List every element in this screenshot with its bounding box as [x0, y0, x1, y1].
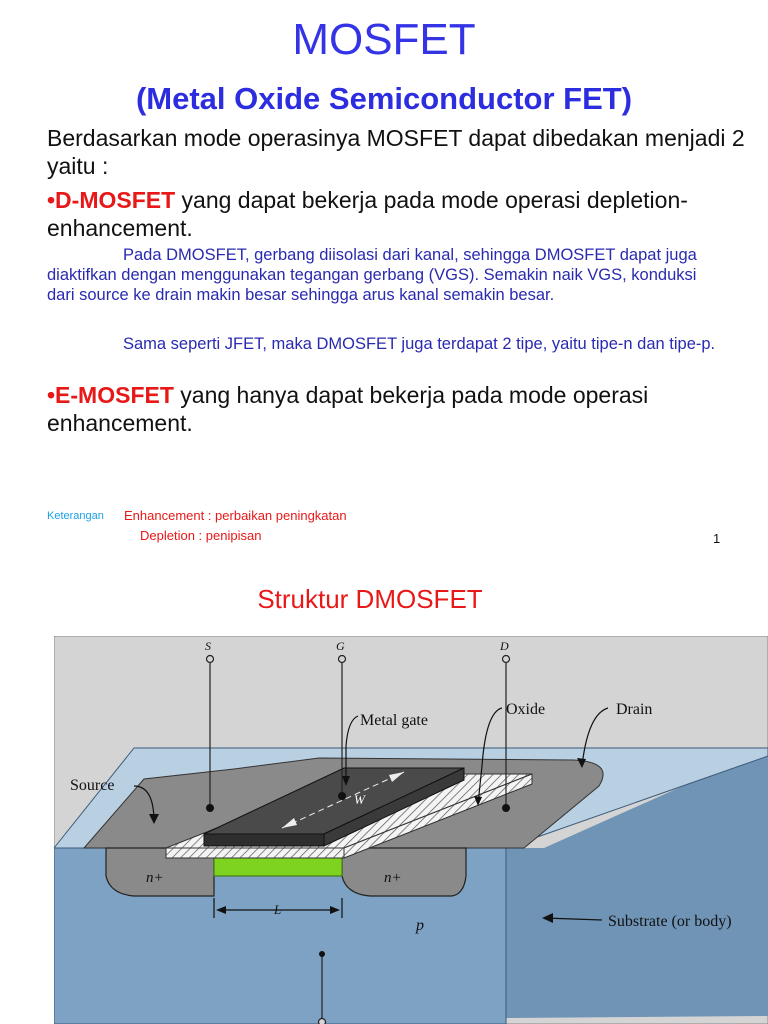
dmosfet-paragraph-1 — [47, 245, 727, 305]
intro-text: Berdasarkan mode operasinya MOSFET dapat dibedakan menjadi 2 yaitu : — [47, 125, 745, 179]
channel-region — [214, 858, 342, 876]
source-terminal-label: S — [205, 639, 211, 653]
source-contact — [206, 804, 214, 812]
gate-terminal-label: G — [336, 639, 345, 653]
body-terminal — [319, 1019, 326, 1024]
page-number: 1 — [713, 531, 721, 546]
gate-contact — [338, 792, 346, 800]
drain-label: Drain — [616, 701, 653, 718]
keterangan-enhancement: Enhancement : perbaikan peningkatan — [124, 508, 347, 523]
keterangan-depletion: Depletion : penipisan — [140, 528, 262, 543]
p-substrate-label: p — [416, 917, 424, 934]
source-label: Source — [70, 777, 115, 794]
page-title: MOSFET — [292, 15, 476, 64]
n-plus-right-label: n+ — [384, 870, 402, 886]
dmosfet-paragraph-2-text: Sama seperti JFET, maka DMOSFET juga terdapat 2 tipe, yaitu tipe-n dan tipe-p. — [123, 335, 716, 353]
dmosfet-bullet — [47, 186, 747, 242]
emosfet-term: •E-MOSFET — [47, 382, 174, 408]
n-plus-drain-region — [342, 848, 466, 896]
n-plus-left-label: n+ — [146, 870, 164, 886]
dmosfet-paragraph-2 — [47, 334, 727, 354]
drain-contact — [502, 804, 510, 812]
emosfet-desc: yang hanya dapat bekerja pada mode operasi enhancement. — [47, 382, 649, 436]
emosfet-bullet — [47, 381, 747, 437]
length-label: L — [274, 902, 282, 917]
dmosfet-term: •D-MOSFET — [47, 187, 176, 213]
drain-terminal-label: D — [500, 639, 509, 653]
dmosfet-desc: yang dapat bekerja pada mode operasi depletion-enhancement. — [47, 187, 688, 241]
dmosfet-paragraph-1-text: Pada DMOSFET, gerbang diisolasi dari kanal, sehingga DMOSFET dapat juga diaktifkan dengan menggunakan tegangan gerbang (VGS). Semakin naik VGS, konduksi dari source ke drain makin besar sehingga arus kanal semakin besar. — [47, 246, 697, 304]
dmosfet-structure-diagram — [54, 636, 768, 1024]
source-terminal — [207, 656, 214, 663]
substrate-label: Substrate (or body) — [608, 913, 732, 930]
section-title: Struktur DMOSFET — [257, 584, 483, 614]
page-subtitle: (Metal Oxide Semiconductor FET) — [135, 81, 633, 116]
body-contact — [319, 951, 325, 957]
width-label: W — [354, 792, 365, 807]
metal-gate-front — [204, 834, 324, 846]
gate-terminal — [339, 656, 346, 663]
metal-gate-label: Metal gate — [360, 712, 428, 729]
drain-terminal — [503, 656, 510, 663]
oxide-front-edge — [166, 848, 344, 858]
oxide-label: Oxide — [506, 701, 546, 718]
keterangan-label: Keterangan — [47, 510, 104, 522]
